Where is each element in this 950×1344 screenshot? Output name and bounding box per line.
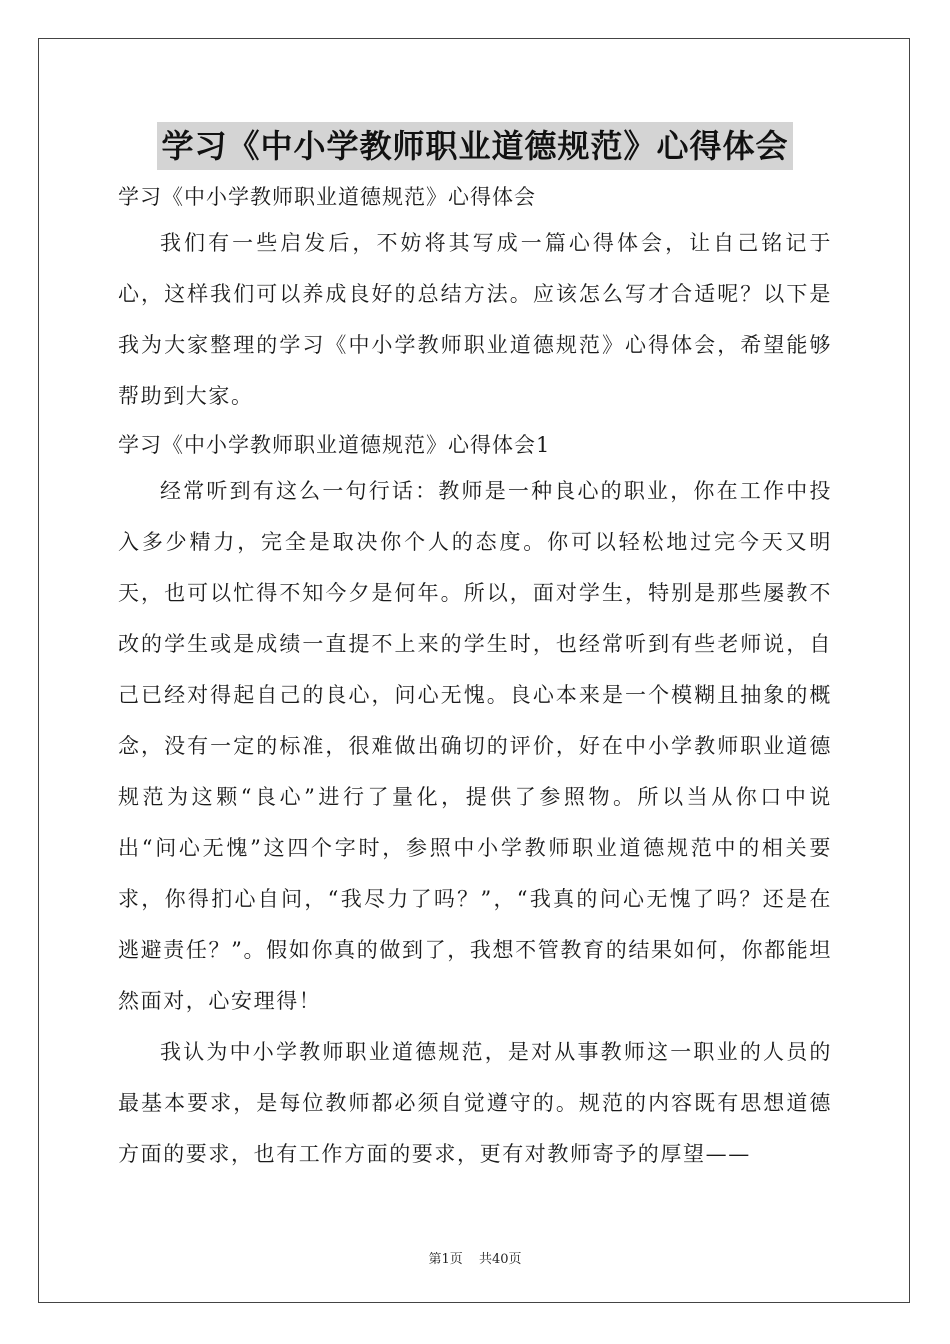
page-footer [0, 1248, 950, 1267]
page-number: 第1页 [428, 1252, 463, 1267]
body-paragraph-1: 经常听到有这么一句行话：教师是一种良心的职业，你在工作中投入多少精力，完全是取决你个人的态度。你可以轻松地过完今天又明天，也可以忙得不知今夕是何年。所以，面对学生，特别是那些屡教不改的学生或是成绩一直提不上来的学生时，也经常听到有些老师说，自己已经对得起自己的良心，问心无愧。良心本来是一个模糊且抽象的概念，没有一定的标准，很难做出确切的评价，好在中小学教师职业道德规范为这颗“良心”进行了量化，提供了参照物。所以当从你口中说出“问心无愧”这四个字时，参照中小学教师职业道德规范中的相关要求，你得扪心自问，“我尽力了吗？”，“我真的问心无愧了吗？还是在逃避责任？”。假如你真的做到了，我想不管教育的结果如何，你都能坦然面对，心安理得！ [118, 479, 832, 1013]
title-wrapper [118, 122, 832, 170]
page-total: 共40页 [478, 1252, 522, 1267]
document-title: 学习《中小学教师职业道德规范》心得体会 [157, 122, 792, 170]
document-body [118, 122, 832, 1180]
section-heading: 学习《中小学教师职业道德规范》心得体会1 [118, 433, 551, 457]
document-subtitle: 学习《中小学教师职业道德规范》心得体会 [118, 185, 536, 209]
body-paragraph-2: 我认为中小学教师职业道德规范，是对从事教师这一职业的人员的最基本要求，是每位教师都必须自觉遵守的。规范的内容既有思想道德方面的要求，也有工作方面的要求，更有对教师寄予的厚望—— [118, 1040, 832, 1166]
intro-paragraph: 我们有一些启发后，不妨将其写成一篇心得体会，让自己铭记于心，这样我们可以养成良好的总结方法。应该怎么写才合适呢？以下是我为大家整理的学习《中小学教师职业道德规范》心得体会，希望能够帮助到大家。 [118, 231, 832, 408]
